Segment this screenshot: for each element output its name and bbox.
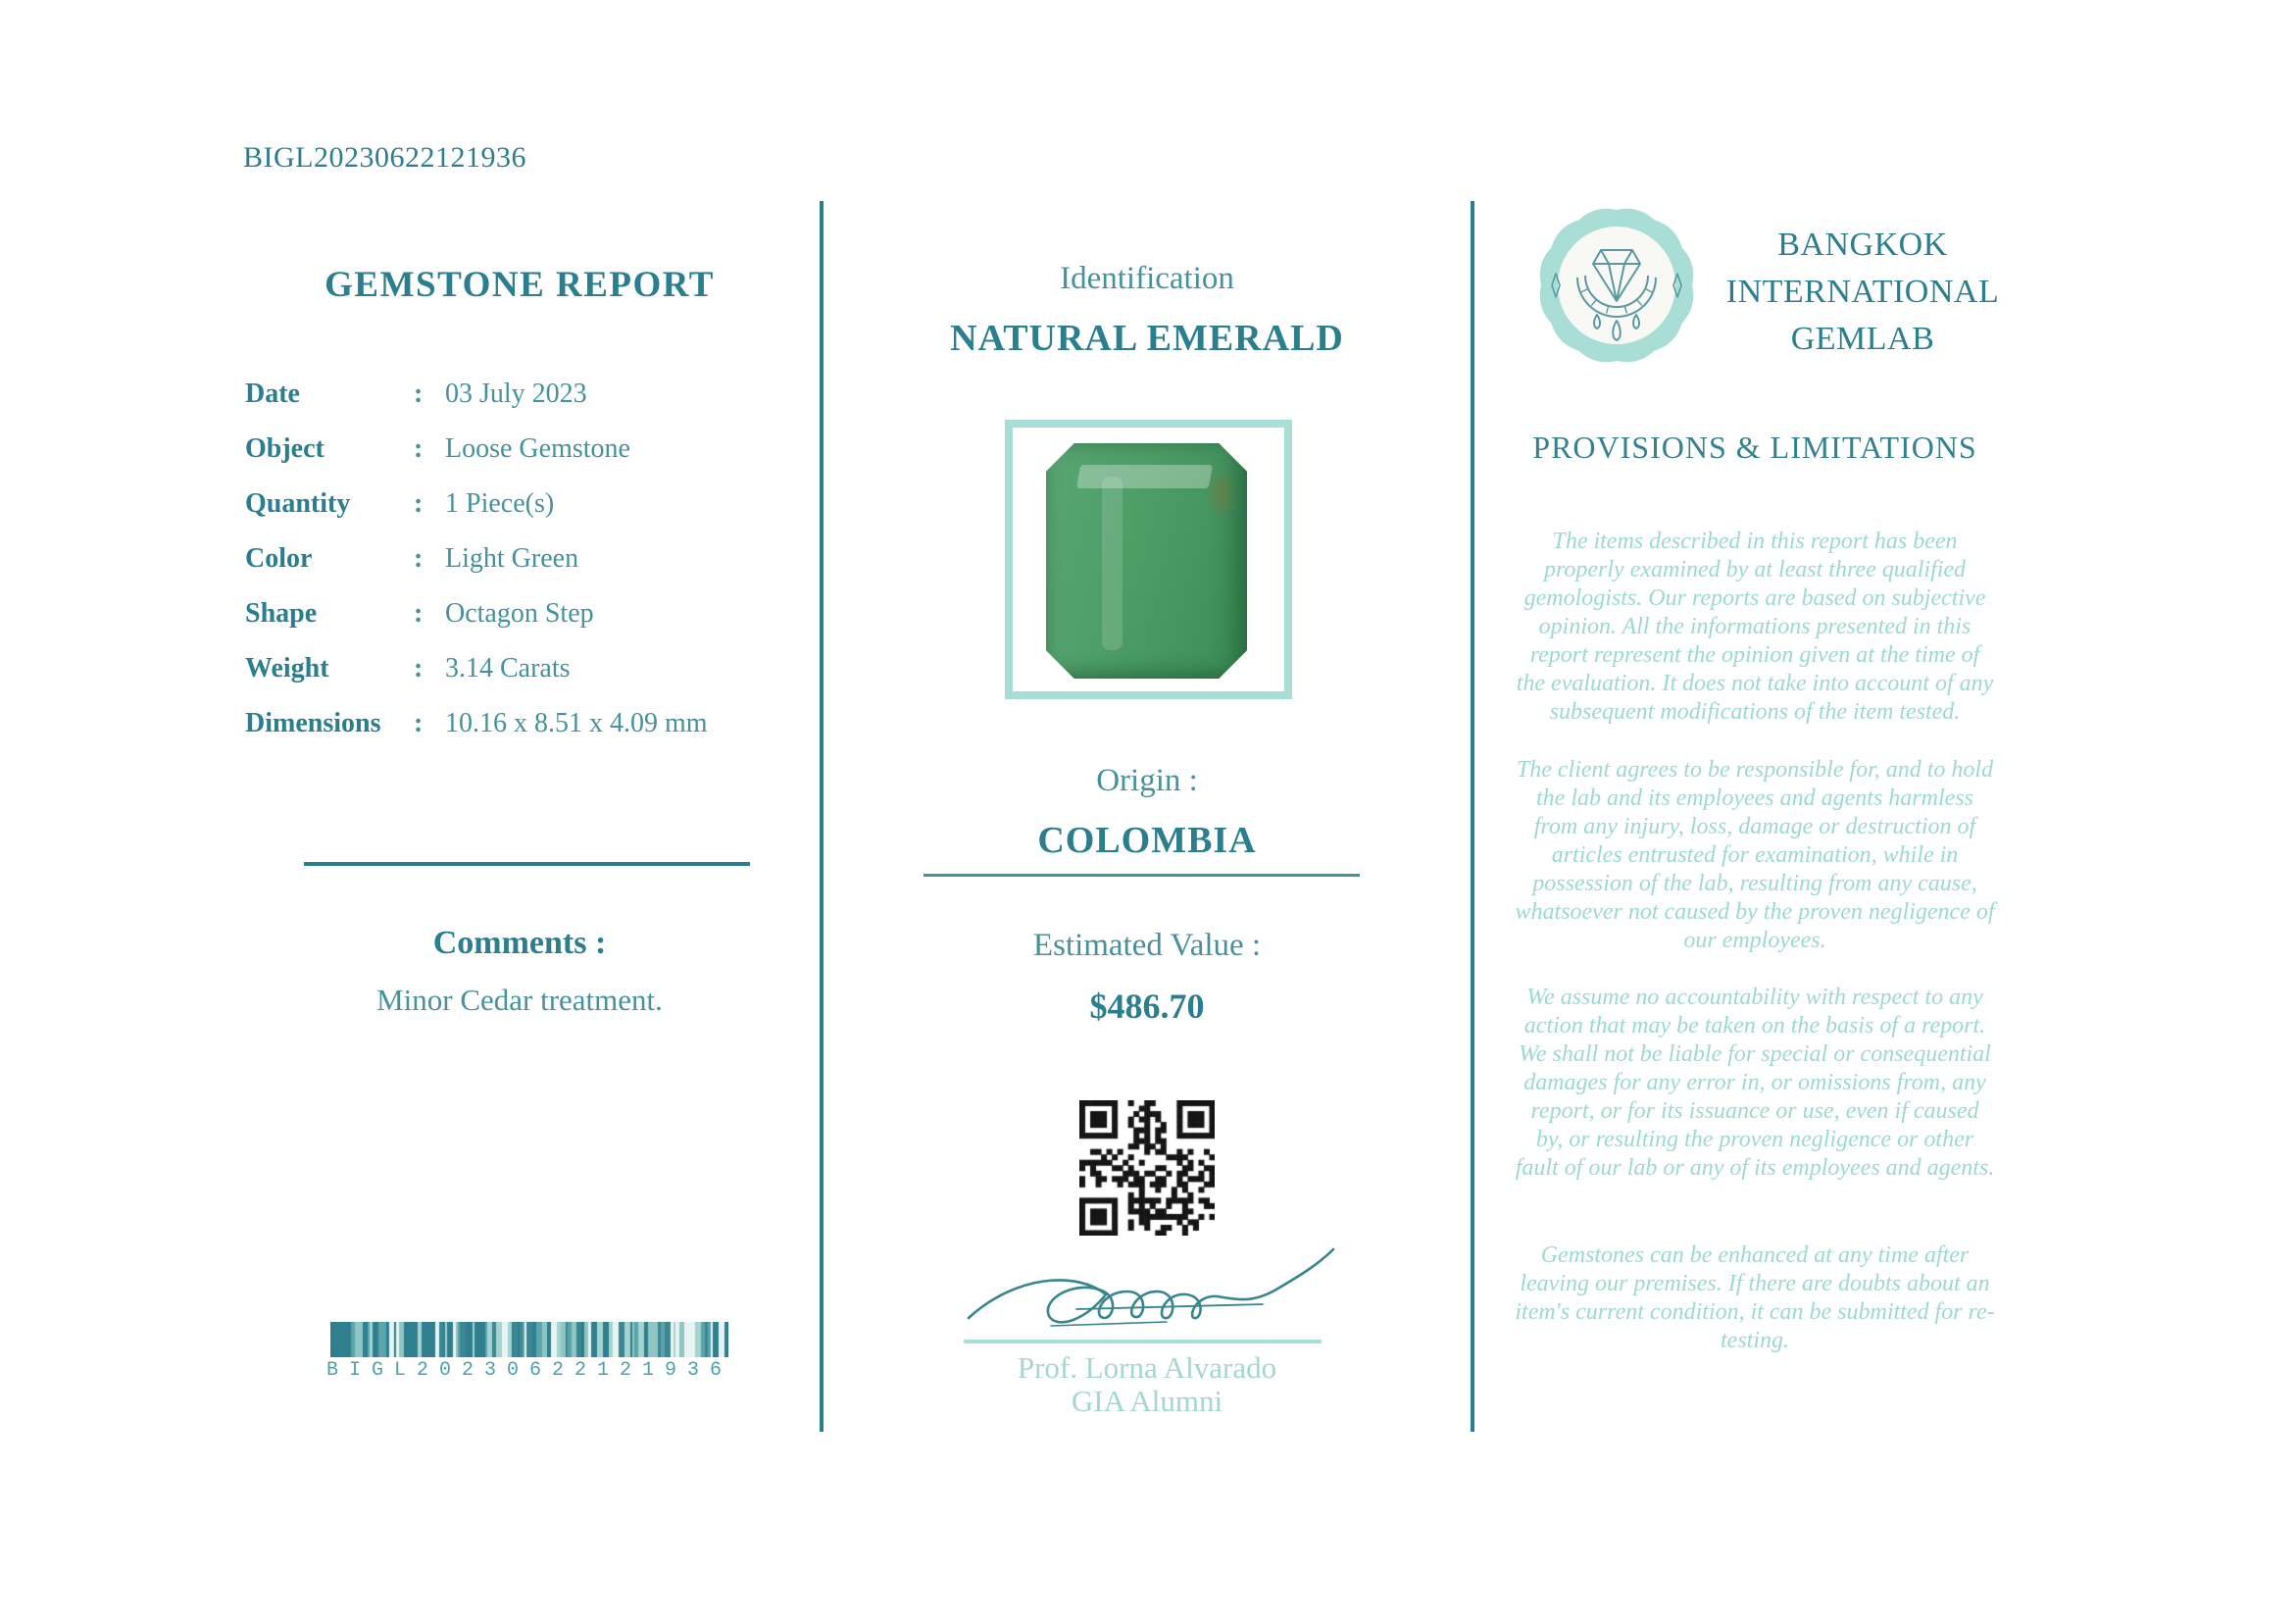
detail-value-shape: Octagon Step [445,598,594,629]
detail-colon: : [414,653,424,684]
detail-value-weight: 3.14 Carats [445,653,571,684]
provisions-paragraph: We assume no accountability with respect to any action that may be taken on the basis of a report. We shall not be liable for special or consequential damages for any error in, or omissions from, any report, or for its issuance or use, even if caused by, or resulting the proven negligence or other fault of our lab or any of its employees and agents. [1515,985,1995,1181]
gemstone-report-title: GEMSTONE REPORT [324,265,715,305]
signer-credential: GIA Alumni [1071,1384,1223,1418]
lab-name-line: INTERNATIONAL [1725,274,2000,310]
lab-name-line: BANGKOK [1777,227,1948,263]
detail-label-dimensions: Dimensions [245,708,381,738]
detail-value-color: Light Green [445,543,579,574]
signature-underline [964,1340,1322,1343]
detail-label-shape: Shape [245,598,318,629]
provisions-paragraph: The items described in this report has been properly examined by at least three qualified gemologists. Our reports are based on subjective opinion. All the informations presented in this report represent the opinion given at the time of the evaluation. It does not take into account of any subsequent modifications of the item tested. [1516,529,1994,725]
comments-divider-line [304,862,750,866]
gem-highlight-column [1102,477,1123,651]
signature [961,1236,1343,1339]
provisions-paragraph: Gemstones can be enhanced at any time after leaving our premises. If there are doubts about an item's current condition, it can be submitted for re-testing. [1515,1242,1995,1353]
identification-value: NATURAL EMERALD [950,318,1344,359]
gemlab-seal-logo [1532,199,1701,372]
table-row [245,653,794,708]
detail-colon: : [414,379,424,409]
signer-name: Prof. Lorna Alvarado [1017,1350,1277,1385]
detail-label-object: Object [245,433,324,464]
provisions-title: PROVISIONS & LIMITATIONS [1532,430,1977,465]
detail-value-date: 03 July 2023 [445,379,587,409]
identification-label: Identification [1060,261,1234,296]
detail-value-object: Loose Gemstone [445,433,630,464]
detail-colon: : [414,708,424,738]
gemstone-details-table [245,379,794,763]
table-row [245,543,794,598]
table-row [245,379,794,433]
lab-name [1706,222,2020,363]
origin-divider-line [923,874,1360,877]
comments-heading: Comments : [432,925,607,961]
origin-value: COLOMBIA [1037,820,1257,861]
provisions-paragraph: The client agrees to be responsible for, and to hold the lab and its employees and agents harmless from any injury, loss, damage or destruction of articles entrusted for examination, while in possession of the lab, resulting from any cause, whatsoever not caused by the proven negligence of our employees. [1515,757,1995,953]
gem-highlight-streak [1076,465,1214,488]
column-divider-right [1471,201,1474,1432]
gemstone-photo [1046,443,1247,679]
detail-value-dimensions: 10.16 x 8.51 x 4.09 mm [445,708,708,738]
qr-code [1079,1100,1215,1236]
estimated-value: $486.70 [1089,987,1205,1026]
origin-label: Origin : [1096,763,1198,798]
detail-label-date: Date [245,379,300,409]
barcode [330,1322,728,1357]
detail-label-weight: Weight [245,653,329,684]
detail-colon: : [414,543,424,574]
detail-value-quantity: 1 Piece(s) [445,488,555,519]
detail-label-quantity: Quantity [245,488,351,519]
table-row [245,488,794,543]
comments-text: Minor Cedar treatment. [376,983,663,1017]
detail-label-color: Color [245,543,313,574]
table-row [245,433,794,488]
table-row [245,598,794,653]
report-number: BIGL20230622121936 [243,141,526,174]
lab-name-line: GEMLAB [1790,321,1935,357]
detail-colon: : [414,488,424,519]
table-row [245,708,794,763]
column-divider-left [820,201,824,1432]
estimated-value-label: Estimated Value : [1032,928,1262,963]
detail-colon: : [414,598,424,629]
detail-colon: : [414,433,424,464]
seal-inner-circle [1558,227,1675,344]
barcode-text: BIGL20230622121936 [325,1359,733,1382]
gem-inclusion-patch [1199,457,1243,528]
